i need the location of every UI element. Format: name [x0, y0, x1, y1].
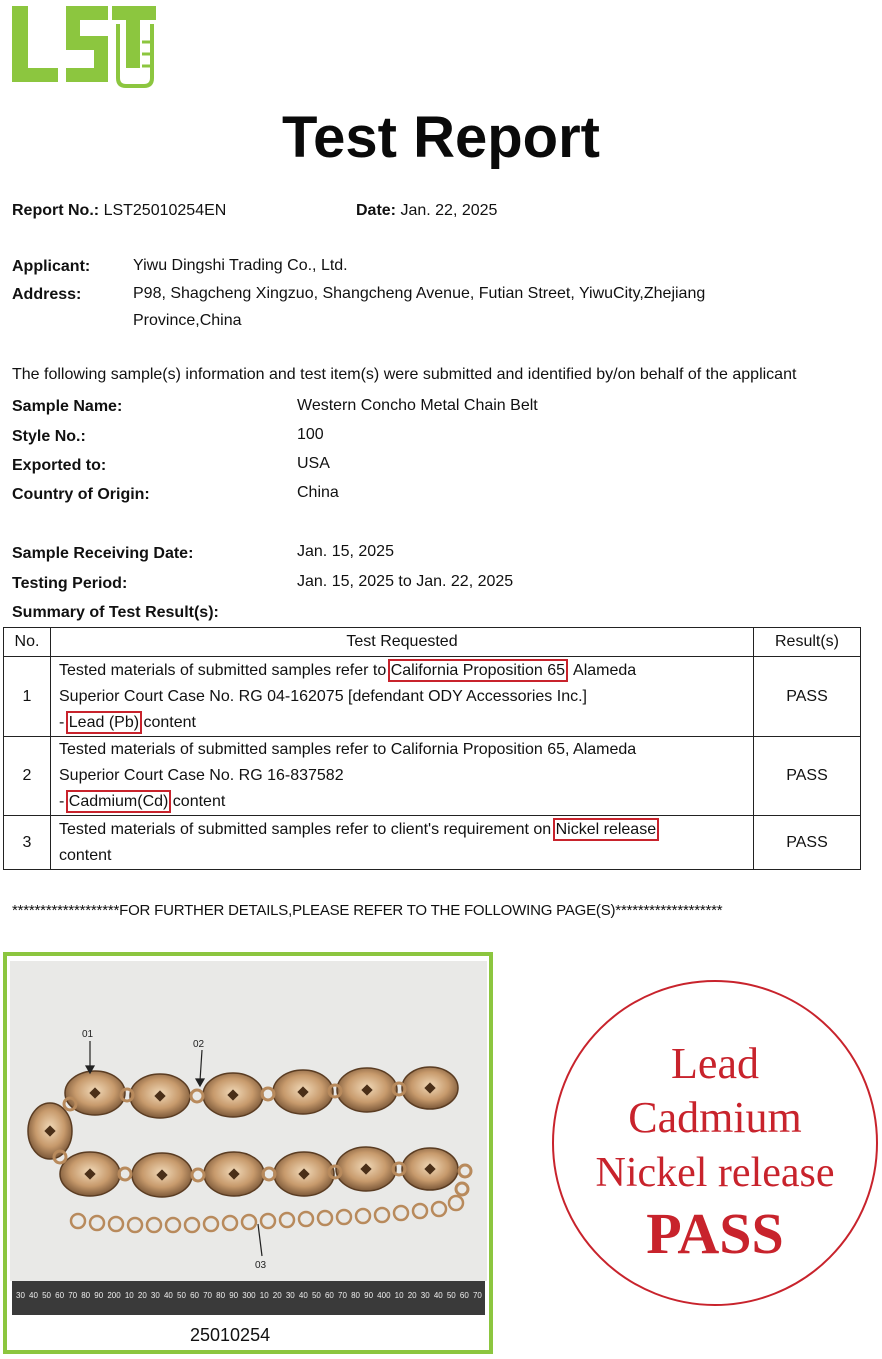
row-text: content	[59, 846, 112, 864]
ruler-tick-label: 20	[272, 1291, 282, 1300]
table-row	[4, 657, 861, 737]
report-number-label: Report No.:	[12, 202, 100, 219]
ruler-tick-label: 20	[407, 1291, 417, 1300]
ruler-tick-label: 30	[150, 1291, 160, 1300]
ruler-tick-label: 40	[298, 1291, 308, 1300]
highlight-prop65: California Proposition 65	[390, 661, 566, 679]
ruler-tick-label: 60	[190, 1291, 199, 1300]
report-number-value: LST25010254EN	[103, 202, 227, 219]
pass-stamp	[552, 980, 878, 1306]
measuring-ruler	[12, 1281, 485, 1315]
report-date-value: Jan. 22, 2025	[400, 202, 498, 219]
stamp-cadmium: Cadmium	[628, 1093, 802, 1142]
row-text: Tested materials of submitted samples refer to client's requirement on	[59, 820, 556, 838]
ruler-tick-label: 40	[29, 1291, 38, 1300]
ruler-tick-label: 60	[324, 1291, 334, 1300]
callout-02: 02	[193, 1039, 205, 1050]
row-result: PASS	[754, 816, 861, 870]
header-no: No.	[4, 628, 51, 657]
address-line-2: Province,China	[133, 312, 242, 329]
row-text: -	[59, 793, 69, 810]
footer-note: *******************FOR FURTHER DETAILS,PLEASE REFER TO THE FOLLOWING PAGE(S)*******************	[12, 902, 723, 919]
exported-value: USA	[297, 455, 330, 472]
summary-title: Summary of Test Result(s):	[12, 604, 219, 621]
photo-caption: 25010254	[190, 1325, 271, 1345]
ruler-tick-label: 50	[177, 1291, 186, 1300]
row-text: Superior Court Case No. RG 04-162075 [defendant ODY Accessories Inc.]	[59, 687, 587, 705]
address-label: Address:	[12, 286, 82, 303]
sample-name-label: Sample Name:	[12, 398, 123, 415]
ruler-tick-label: 90	[364, 1291, 374, 1300]
row-result: PASS	[754, 657, 861, 737]
table-header-row	[4, 628, 861, 657]
ruler-tick-label: 70	[68, 1291, 78, 1300]
results-table	[3, 627, 861, 870]
stamp-nickel-release: Nickel release	[595, 1150, 835, 1196]
chain-belt-photo	[10, 961, 487, 1281]
row-number: 2	[4, 737, 51, 816]
row-text: -	[59, 713, 69, 731]
row-text: content	[168, 793, 226, 810]
row-description	[51, 737, 754, 816]
ruler-tick-label: 50	[311, 1291, 321, 1300]
report-title: Test Report	[282, 105, 600, 170]
highlight-nickel: Nickel release	[555, 820, 657, 838]
ruler-tick-label: 40	[163, 1291, 173, 1300]
sample-name-value: Western Concho Metal Chain Belt	[297, 397, 538, 414]
highlight-lead: Lead (Pb)	[68, 713, 140, 731]
table-row	[4, 737, 861, 816]
ruler-tick-label: 60	[459, 1291, 469, 1300]
ruler-tick-label: 70	[472, 1291, 482, 1300]
ruler-tick-label: 200	[107, 1291, 121, 1300]
row-description	[51, 657, 754, 737]
row-text: content	[139, 713, 196, 731]
row-number: 3	[4, 816, 51, 870]
ruler-tick-label: 80	[216, 1291, 226, 1300]
ruler-labels	[16, 1291, 482, 1300]
row-description	[51, 816, 754, 870]
stamp-lead: Lead	[671, 1039, 759, 1088]
row-text: Tested materials of submitted samples refer to California Proposition 65, Alameda	[59, 741, 637, 758]
header-test-requested: Test Requested	[51, 628, 754, 657]
ruler-tick-label: 10	[394, 1291, 404, 1300]
header-results: Result(s)	[754, 628, 861, 657]
lst-logo	[8, 2, 158, 88]
row-number: 1	[4, 657, 51, 737]
style-no-value: 100	[297, 426, 324, 443]
ruler-tick-label: 10	[259, 1291, 269, 1300]
row-text: Superior Court Case No. RG 16-837582	[59, 767, 344, 784]
ruler-tick-label: 50	[446, 1291, 456, 1300]
table-row	[4, 816, 861, 870]
ruler-tick-label: 90	[229, 1291, 239, 1300]
receiving-date-label: Sample Receiving Date:	[12, 545, 194, 562]
testing-period-label: Testing Period:	[12, 575, 128, 592]
ruler-tick-label: 50	[42, 1291, 51, 1300]
ruler-tick-label: 90	[94, 1291, 104, 1300]
ruler-tick-label: 60	[55, 1291, 65, 1300]
origin-label: Country of Origin:	[12, 486, 150, 503]
report-date	[356, 202, 497, 220]
ruler-tick-label: 300	[242, 1291, 256, 1300]
ruler-tick-label: 70	[338, 1291, 347, 1300]
callout-03: 03	[255, 1260, 267, 1271]
ruler-tick-label: 30	[16, 1291, 25, 1300]
applicant-value: Yiwu Dingshi Trading Co., Ltd.	[133, 257, 348, 274]
highlight-cadmium: Cadmium(Cd)	[68, 793, 169, 810]
origin-value: China	[297, 484, 339, 501]
ruler-tick-label: 400	[377, 1291, 391, 1300]
intro-text: The following sample(s) information and test item(s) were submitted and identified by/on behalf of the applicant	[12, 366, 797, 383]
sample-photo	[10, 961, 487, 1281]
row-result: PASS	[754, 737, 861, 816]
ruler-tick-label: 70	[203, 1291, 213, 1300]
stamp-pass: PASS	[646, 1201, 784, 1266]
applicant-label: Applicant:	[12, 258, 91, 275]
ruler-tick-label: 20	[137, 1291, 147, 1300]
ruler-tick-label: 80	[81, 1291, 91, 1300]
receiving-date-value: Jan. 15, 2025	[297, 543, 394, 560]
testing-period-value: Jan. 15, 2025 to Jan. 22, 2025	[297, 573, 514, 590]
style-no-label: Style No.:	[12, 428, 86, 445]
ruler-tick-label: 80	[351, 1291, 360, 1300]
ruler-tick-label: 40	[433, 1291, 443, 1300]
row-text: , Alameda	[565, 661, 637, 679]
ruler-tick-label: 30	[285, 1291, 295, 1300]
row-text: Tested materials of submitted samples refer to	[59, 661, 391, 679]
exported-label: Exported to:	[12, 457, 107, 474]
address-line-1: P98, Shagcheng Xingzuo, Shangcheng Avenue, Futian Street, YiwuCity,Zhejiang	[133, 285, 706, 302]
ruler-tick-label: 10	[124, 1291, 134, 1300]
ruler-tick-label: 30	[420, 1291, 430, 1300]
report-date-label: Date:	[356, 202, 397, 219]
report-number	[12, 202, 226, 220]
callout-01: 01	[82, 1029, 94, 1040]
